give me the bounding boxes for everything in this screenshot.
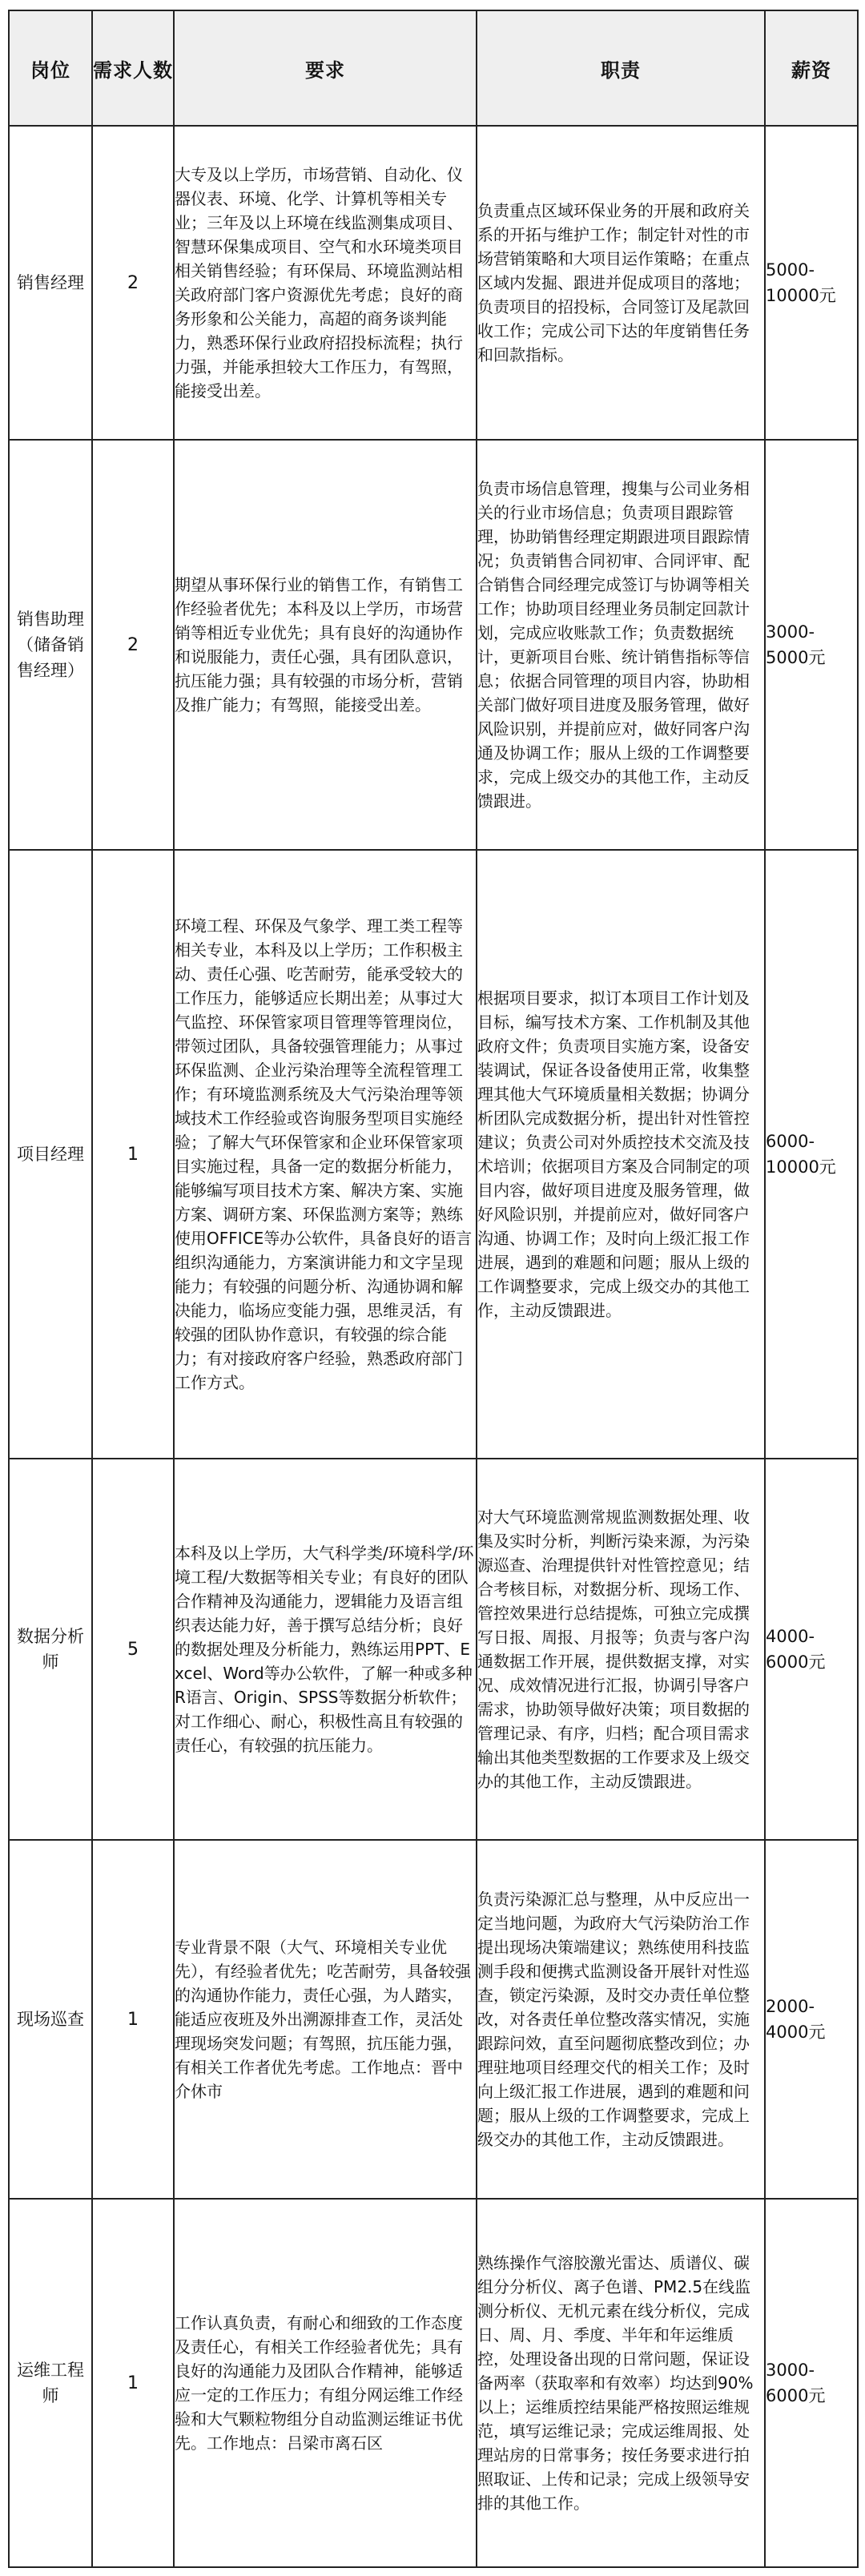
cell-requirements: 工作认真负责，有耐心和细致的工作态度及责任心，有相关工作经验者优先；具有良好的沟通能力及团队合作精神，能够适应一定的工作压力；有组分网运维工作经验和大气颗粒物组分自动监测运维证书优先。工作地点：吕梁市离石区 xyxy=(174,2199,477,2567)
cell-requirements: 大专及以上学历，市场营销、自动化、仪器仪表、环境、化学、计算机等相关专业；三年及以上环境在线监测集成项目、智慧环保集成项目、空气和水环境类项目相关销售经验；有环保局、环境监测站相关政府部门客户资源优先考虑；良好的商务形象和公关能力，高超的商务谈判能力，熟悉环保行业政府招投标流程；执行力强，并能承担较大工作压力，有驾照，能接受出差。 xyxy=(174,126,477,440)
table-row xyxy=(9,850,858,1459)
cell-duties: 根据项目要求，拟订本项目工作计划及目标，编写技术方案、工作机制及其他政府文件；负责项目实施方案，设备安装调试，保证各设备使用正常，收集整理其他大气环境质量相关数据；协调分析团队完成数据分析，提出针对性管控建议；负责公司对外质控技术交流及技术培训；依据项目方案及合同制定的项目内容，做好项目进度及服务管理，做好风险识别，并提前应对，做好同客户沟通、协调工作；及时向上级汇报工作进展，遇到的难题和问题；服从上级的工作调整要求，完成上级交办的其他工作，主动反馈跟进。 xyxy=(477,850,765,1459)
cell-requirements: 环境工程、环保及气象学、理工类工程等相关专业，本科及以上学历；工作积极主动、责任心强、吃苦耐劳，能承受较大的工作压力，能够适应长期出差；从事过大气监控、环保管家项目管理等管理岗位，带领过团队，具备较强管理能力；从事过环保监测、企业污染治理等全流程管理工作；有环境监测系统及大气污染治理等领域技术工作经验或咨询服务型项目实施经验；了解大气环保管家和企业环保管家项目实施过程，具备一定的数据分析能力，能够编写项目技术方案、解决方案、实施方案、调研方案、环保监测方案等；熟练使用OFFICE等办公软件，具备良好的语言组织沟通能力，方案演讲能力和文字呈现能力；有较强的问题分析、沟通协调和解决能力，临场应变能力强，思维灵活，有较强的团队协作意识，有较强的综合能力；有对接政府客户经验，熟悉政府部门工作方式。 xyxy=(174,850,477,1459)
cell-count: 2 xyxy=(92,440,174,850)
header-requirements: 要求 xyxy=(174,10,477,126)
cell-duties: 负责重点区域环保业务的开展和政府关系的开拓与维护工作；制定针对性的市场营销策略和大项目运作策略；在重点区域内发掘、跟进并促成项目的落地；负责项目的招投标，合同签订及尾款回收工作；完成公司下达的年度销售任务和回款指标。 xyxy=(477,126,765,440)
cell-duties: 负责污染源汇总与整理，从中反应出一定当地问题，为政府大气污染防治工作提出现场决策端建议；熟练使用科技监测手段和便携式监测设备开展针对性巡查，锁定污染源，及时交办责任单位整改，对各责任单位整改落实情况，实施跟踪问效，直至问题彻底整改到位；办理驻地项目经理交代的相关工作；及时向上级汇报工作进展，遇到的难题和问题；服从上级的工作调整要求，完成上级交办的其他工作，主动反馈跟进。 xyxy=(477,1840,765,2199)
cell-salary: 3000-6000元 xyxy=(765,2199,858,2567)
cell-salary: 5000-10000元 xyxy=(765,126,858,440)
cell-position: 销售助理（储备销售经理） xyxy=(9,440,92,850)
cell-position: 项目经理 xyxy=(9,850,92,1459)
cell-duties: 负责市场信息管理，搜集与公司业务相关的行业市场信息；负责项目跟踪管理，协助销售经理定期跟进项目跟踪情况；负责销售合同初审、合同评审、配合销售合同经理完成签订与协调等相关工作；协助项目经理业务员制定回款计划，完成应收账款工作；负责数据统计，更新项目台账、统计销售指标等信息；依据合同管理的项目内容，协助相关部门做好项目进度及服务管理，做好风险识别，并提前应对，做好同客户沟通及协调工作；服从上级的工作调整要求，完成上级交办的其他工作，主动反馈跟进。 xyxy=(477,440,765,850)
cell-duties: 熟练操作气溶胶激光雷达、质谱仪、碳组分分析仪、离子色谱、PM2.5在线监测分析仪、无机元素在线分析仪，完成日、周、月、季度、半年和年运维质控，处理设备出现的日常问题，保证设备两率（获取率和有效率）均达到90%以上；运维质控结果能严格按照运维规范，填写运维记录；完成运维周报、处理站房的日常事务；按任务要求进行拍照取证、上传和记录；完成上级领导安排的其他工作。 xyxy=(477,2199,765,2567)
table-row xyxy=(9,440,858,850)
table-row xyxy=(9,1840,858,2199)
cell-count: 1 xyxy=(92,1840,174,2199)
header-count: 需求人数 xyxy=(92,10,174,126)
cell-position: 现场巡查 xyxy=(9,1840,92,2199)
cell-count: 5 xyxy=(92,1459,174,1840)
table-row xyxy=(9,1459,858,1840)
cell-requirements: 专业背景不限（大气、环境相关专业优先），有经验者优先；吃苦耐劳，具备较强的沟通协作能力，责任心强，为人踏实，能适应夜班及外出溯源排查工作，灵活处理现场突发问题；有驾照，抗压能力强，有相关工作者优先考虑。工作地点：晋中介休市 xyxy=(174,1840,477,2199)
header-duties: 职责 xyxy=(477,10,765,126)
cell-position: 销售经理 xyxy=(9,126,92,440)
job-table xyxy=(8,10,859,2568)
header-position: 岗位 xyxy=(9,10,92,126)
cell-salary: 2000-4000元 xyxy=(765,1840,858,2199)
header-salary: 薪资 xyxy=(765,10,858,126)
cell-duties: 对大气环境监测常规监测数据处理、收集及实时分析，判断污染来源，为污染源巡查、治理提供针对性管控意见；结合考核目标，对数据分析、现场工作、管控效果进行总结提炼，可独立完成撰写日报、周报、月报等；负责与客户沟通数据工作开展，提供数据支撑，对实况、成效情况进行汇报，协调引导客户需求，协助领导做好决策；项目数据的管理记录、有序，归档；配合项目需求输出其他类型数据的工作要求及上级交办的其他工作，主动反馈跟进。 xyxy=(477,1459,765,1840)
cell-count: 1 xyxy=(92,2199,174,2567)
cell-position: 运维工程师 xyxy=(9,2199,92,2567)
cell-requirements: 本科及以上学历，大气科学类/环境科学/环境工程/大数据等相关专业；有良好的团队合作精神及沟通能力，逻辑能力及语言组织表达能力好，善于撰写总结分析；良好的数据处理及分析能力，熟练运用PPT、Excel、Word等办公软件，了解一种或多种R语言、Origin、SPSS等数据分析软件；对工作细心、耐心，积极性高且有较强的责任心，有较强的抗压能力。 xyxy=(174,1459,477,1840)
cell-count: 2 xyxy=(92,126,174,440)
cell-salary: 6000-10000元 xyxy=(765,850,858,1459)
table-row xyxy=(9,2199,858,2567)
table-header-row xyxy=(9,10,858,126)
table-row xyxy=(9,126,858,440)
cell-requirements: 期望从事环保行业的销售工作，有销售工作经验者优先；本科及以上学历，市场营销等相近专业优先；具有良好的沟通协作和说服能力，责任心强，具有团队意识，抗压能力强；具有较强的市场分析，营销及推广能力；有驾照，能接受出差。 xyxy=(174,440,477,850)
cell-salary: 3000-5000元 xyxy=(765,440,858,850)
cell-position: 数据分析师 xyxy=(9,1459,92,1840)
cell-count: 1 xyxy=(92,850,174,1459)
cell-salary: 4000-6000元 xyxy=(765,1459,858,1840)
